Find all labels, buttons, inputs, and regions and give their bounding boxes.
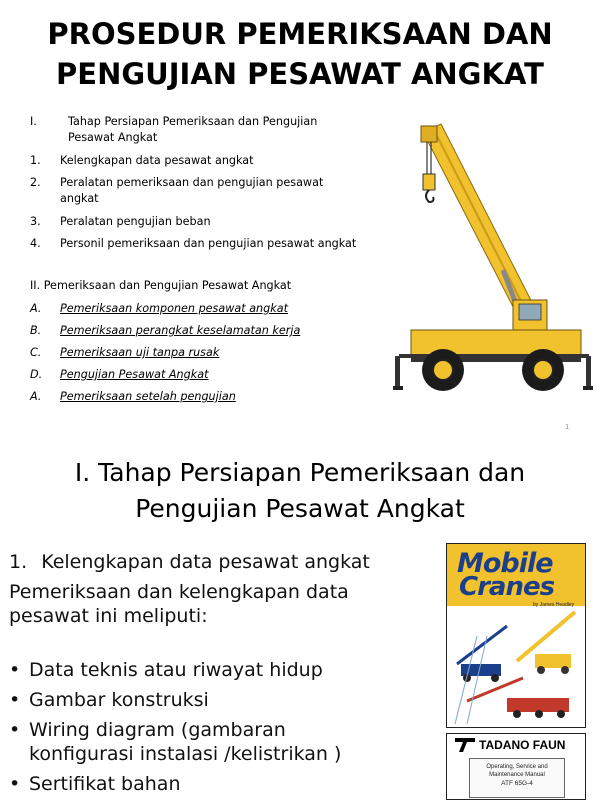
book-author: by James Headley bbox=[533, 602, 575, 608]
manual-line1: Operating, Service and bbox=[486, 764, 548, 770]
slide-1-title-line2: PENGUJIAN PESAWAT ANGKAT bbox=[56, 57, 544, 91]
intro-line1: Pemeriksaan dan kelengkapan data bbox=[9, 581, 349, 603]
item-letter: B. bbox=[30, 324, 42, 337]
bullet-text: Gambar konstruksi bbox=[29, 689, 209, 711]
item-letter: A. bbox=[30, 302, 42, 315]
section-2-item bbox=[30, 389, 400, 405]
item-link-text[interactable]: Pemeriksaan komponen pesawat angkat bbox=[60, 302, 288, 315]
section-2-item bbox=[30, 301, 400, 317]
list-item bbox=[30, 175, 400, 207]
bullet-text: Data teknis atau riwayat hidup bbox=[29, 659, 323, 681]
item-number: 1. bbox=[30, 154, 41, 167]
item-letter: D. bbox=[30, 368, 43, 381]
tadano-mark-icon bbox=[455, 738, 475, 752]
item-link-text[interactable]: Pengujian Pesawat Angkat bbox=[60, 368, 209, 381]
manual-title-box bbox=[469, 758, 565, 798]
page-number: 1 bbox=[565, 423, 570, 431]
manual-model-code: ATF 65G-4 bbox=[501, 780, 533, 787]
section-1-line1: Tahap Persiapan Pemeriksaan dan Pengujian bbox=[68, 115, 318, 128]
slide-2-title-line1: I. Tahap Persiapan Pemeriksaan dan bbox=[74, 458, 526, 487]
list-item bbox=[30, 153, 400, 169]
section-2-heading bbox=[30, 278, 400, 294]
section-2-item bbox=[30, 323, 400, 339]
list-item bbox=[30, 214, 400, 230]
subheading bbox=[9, 550, 370, 574]
slide-2-title-line2: Pengujian Pesawat Angkat bbox=[135, 494, 465, 523]
intro-line2: pesawat ini meliputi: bbox=[9, 605, 208, 627]
subheading-number: 1. bbox=[9, 551, 28, 573]
bullet-text: Wiring diagram (gambaran bbox=[29, 719, 286, 741]
section-2-item bbox=[30, 367, 400, 383]
bullet-text-line2: konfigurasi instalasi /kelistrikan ) bbox=[29, 743, 342, 765]
item-link-text[interactable]: Pemeriksaan setelah pengujian bbox=[60, 390, 236, 403]
item-link-text[interactable]: Pemeriksaan perangkat keselamatan kerja bbox=[60, 324, 301, 337]
mobile-cranes-book-cover bbox=[446, 543, 586, 728]
tadano-brand: TADANO FAUN bbox=[479, 738, 566, 752]
item-link-text[interactable]: Pemeriksaan uji tanpa rusak bbox=[60, 346, 220, 359]
bullet-dot: • bbox=[9, 719, 21, 741]
book-title-word2: Cranes bbox=[459, 572, 555, 602]
slide-1-title-line1: PROSEDUR PEMERIKSAAN DAN bbox=[47, 17, 553, 51]
slide-2-title bbox=[0, 455, 600, 527]
item-text-line2: angkat bbox=[60, 192, 99, 205]
bullet-dot: • bbox=[9, 689, 21, 711]
item-text: Peralatan pengujian beban bbox=[60, 215, 211, 228]
item-number: 3. bbox=[30, 215, 41, 228]
bullet-dot: • bbox=[9, 773, 21, 795]
section-2-item bbox=[30, 345, 400, 361]
manual-line2: Maintenance Manual bbox=[489, 772, 545, 778]
item-text: Personil pemeriksaan dan pengujian pesawat angkat bbox=[60, 237, 357, 250]
section-1-heading bbox=[30, 114, 400, 146]
mobile-crane-icon bbox=[393, 120, 595, 410]
book-title-word1: Mobile bbox=[457, 548, 553, 579]
item-number: 2. bbox=[30, 176, 41, 189]
item-letter: A. bbox=[30, 390, 42, 403]
item-letter: C. bbox=[30, 346, 42, 359]
cranes-illustration-icon bbox=[447, 606, 586, 728]
bullet-dot: • bbox=[9, 659, 21, 681]
tadano-logo bbox=[453, 737, 581, 753]
tadano-manual-cover bbox=[446, 733, 586, 800]
item-text: Kelengkapan data pesawat angkat bbox=[60, 154, 254, 167]
bullet-text: Sertifikat bahan bbox=[29, 773, 181, 795]
section-1-line2: Pesawat Angkat bbox=[68, 131, 158, 144]
list-item bbox=[30, 236, 400, 252]
item-number: 4. bbox=[30, 237, 41, 250]
section-1-number: I. bbox=[30, 115, 37, 128]
item-text bbox=[60, 175, 400, 207]
subheading-text: Kelengkapan data pesawat angkat bbox=[41, 551, 370, 573]
section-2-title: II. Pemeriksaan dan Pengujian Pesawat Angkat bbox=[30, 279, 292, 292]
section-1-text bbox=[68, 114, 400, 146]
item-text-line1: Peralatan pemeriksaan dan pengujian pesawat bbox=[60, 176, 324, 189]
slide-1-title bbox=[0, 14, 600, 94]
